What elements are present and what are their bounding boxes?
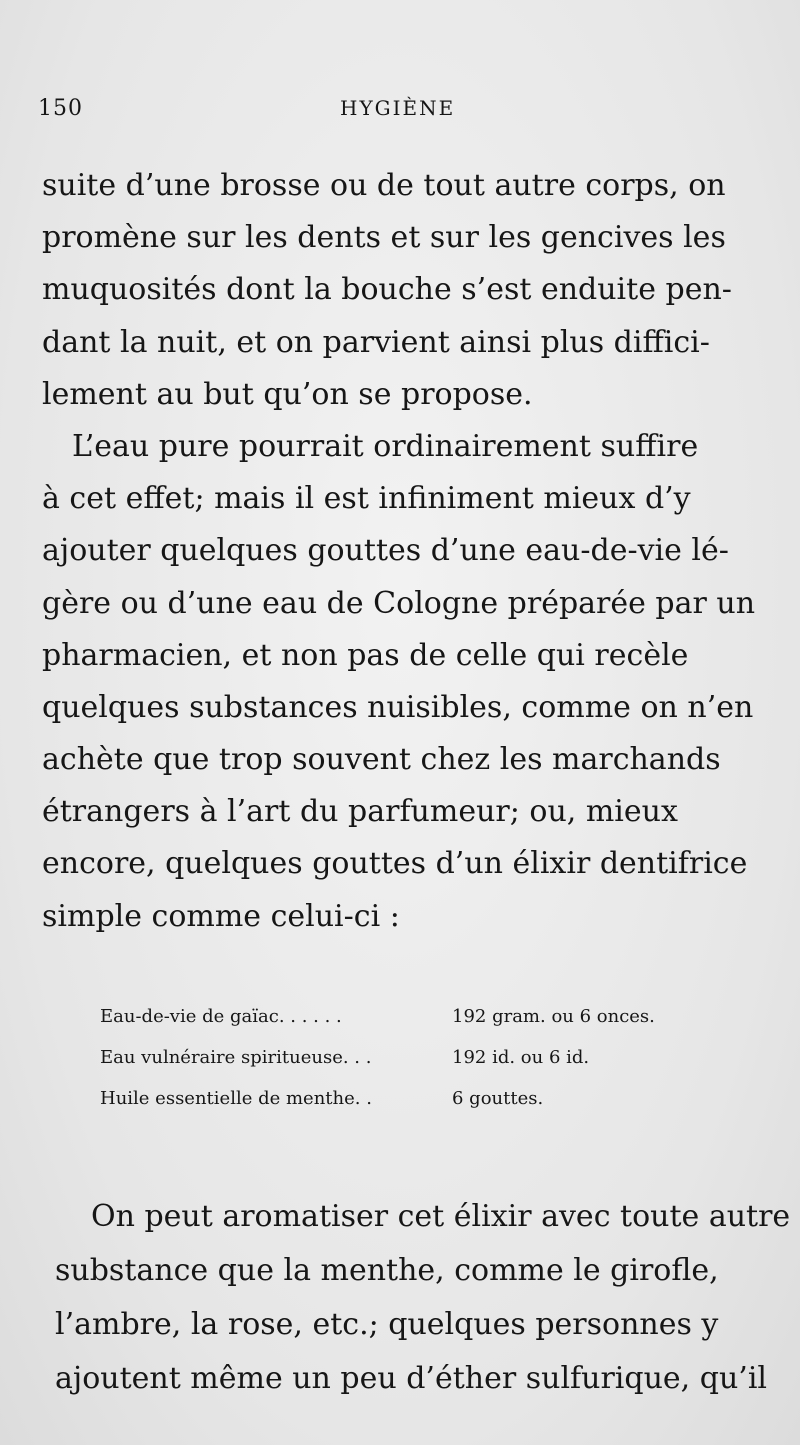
closing-text [55, 1190, 791, 1406]
text-line: lement au but qu’on se propose. [42, 376, 533, 412]
text-line: promène sur les dents et sur les gencives les [42, 220, 726, 256]
main-text [42, 160, 760, 943]
recipe-list [100, 996, 740, 1119]
ingredient-quantity: 192 id. ou 6 id. [452, 1047, 590, 1068]
recipe-row [100, 1037, 740, 1078]
text-line: substance que la menthe, comme le girofle, [55, 1253, 719, 1288]
text-line: achète que trop souvent chez les marchands [42, 742, 721, 778]
text-line: muquosités dont la bouche s’est enduite pen- [42, 272, 732, 308]
text-line: étrangers à l’art du parfumeur; ou, mieux [42, 794, 678, 830]
text-line: ajoutent même un peu d’éther sulfurique, qu’il [55, 1361, 768, 1396]
ingredient-quantity: 192 gram. ou 6 onces. [452, 1006, 655, 1027]
text-line: On peut aromatiser cet élixir avec toute autre [91, 1199, 791, 1234]
text-line: L’eau pure pourrait ordinairement suffire [72, 428, 699, 464]
text-line: pharmacien, et non pas de celle qui recèle [42, 637, 689, 673]
ingredient-name: Eau-de-vie de gaïac. . . . . . [100, 1006, 342, 1027]
ingredient-name: Huile essentielle de menthe. . [100, 1088, 372, 1109]
text-line: gère ou d’une eau de Cologne préparée par un [42, 585, 756, 621]
text-line: encore, quelques gouttes d’un élixir dentifrice [42, 846, 748, 882]
text-line: à cet effet; mais il est infiniment mieux d’y [42, 481, 691, 517]
text-line: dant la nuit, et on parvient ainsi plus diffici- [42, 324, 710, 360]
text-line: suite d’une brosse ou de tout autre corps, on [42, 168, 726, 203]
recipe-row [100, 996, 740, 1037]
ingredient-quantity: 6 gouttes. [452, 1088, 544, 1109]
text-line: quelques substances nuisibles, comme on n’en [42, 689, 754, 725]
running-head [38, 96, 738, 132]
ingredient-name: Eau vulnéraire spiritueuse. . . [100, 1047, 372, 1068]
recipe-row [100, 1078, 740, 1119]
running-title: HYGIÈNE [340, 96, 456, 120]
page-number: 150 [38, 96, 83, 121]
text-line: ajouter quelques gouttes d’une eau-de-vie lé- [42, 533, 729, 569]
text-line: l’ambre, la rose, etc.; quelques personnes y [55, 1307, 719, 1342]
text-line: simple comme celui-ci : [42, 898, 400, 934]
